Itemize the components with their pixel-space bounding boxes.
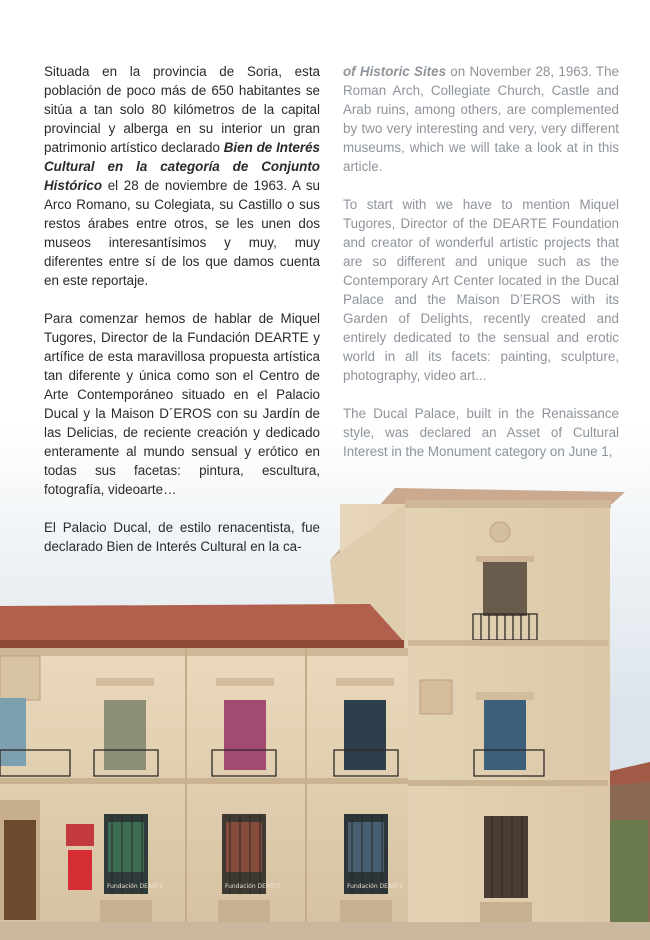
article-column-english [343,62,619,480]
paragraph-intro-es: Situada en la provincia de Soria, esta población de poco más de 650 habitantes se sitúa a tan solo 80 kilómetros de la capital provincial y alberga en su interior un gran patrimonio artístico declarado Bien de Interés Cultural en la categoría de Conjunto Histórico el 28 de noviembre de 1963. A su Arco Romano, su Colegiata, su Castillo o sus restos árabes entre otros, se les unen dos museos interesantísimos y muy, muy diferentes entre sí de los que damos cuenta en este reportaje. [44,64,320,288]
emphasis-heritage-en: of Historic Sites [343,64,447,79]
banner-caption: Fundación DEARTE [107,883,164,890]
banner-caption: Fundación DEARTE [225,883,282,890]
paragraph-director-es: Para comenzar hemos de hablar de Miquel Tugores, Director de la Fundación DEARTE y artífice de esta maravillosa propuesta artística tan diferente y única como son el Centro de Arte Contemporáneo situado en el Palacio Ducal y la Maison D´EROS con su Jardín de las Delicias, de reciente creación y dedicado enteramente al mundo sensual y erótico en todas sus facetas: pintura, escultura, fotografía, videoarte… [44,311,320,497]
paragraph-director-en: To start with we have to mention Miquel Tugores, Director of the DEARTE Foundation and creator of wonderful artistic projects that are so different and unique such as the Contemporary Art Center located in the Ducal Palace and the Maison D’EROS with its Garden of Delights, recently created and entirely dedicated to the sensual and erotic world in all its facets: painting, sculpture, photography, video art... [343,197,619,383]
banner-captions [107,883,403,890]
emphasis-heritage-es: Bien de Interés Cultural en la categoría de Conjunto Histórico [44,140,320,193]
banner-caption: Fundación DEARTE [347,883,404,890]
paragraph-palace-es: El Palacio Ducal, de estilo renacentista, fue declarado Bien de Interés Cultural en la ca- [44,520,320,554]
paragraph-intro-en: of Historic Sites on November 28, 1963. The Roman Arch, Collegiate Church, Castle and Arab ruins, among others, are complemented by two very interesting and very, very different museums, which we will take a look at in this article. [343,64,619,174]
ducal-palace-photo [0,480,650,940]
paragraph-palace-en: The Ducal Palace, built in the Renaissance style, was declared an Asset of Cultural Interest in the Monument category on June 1, [343,406,619,459]
